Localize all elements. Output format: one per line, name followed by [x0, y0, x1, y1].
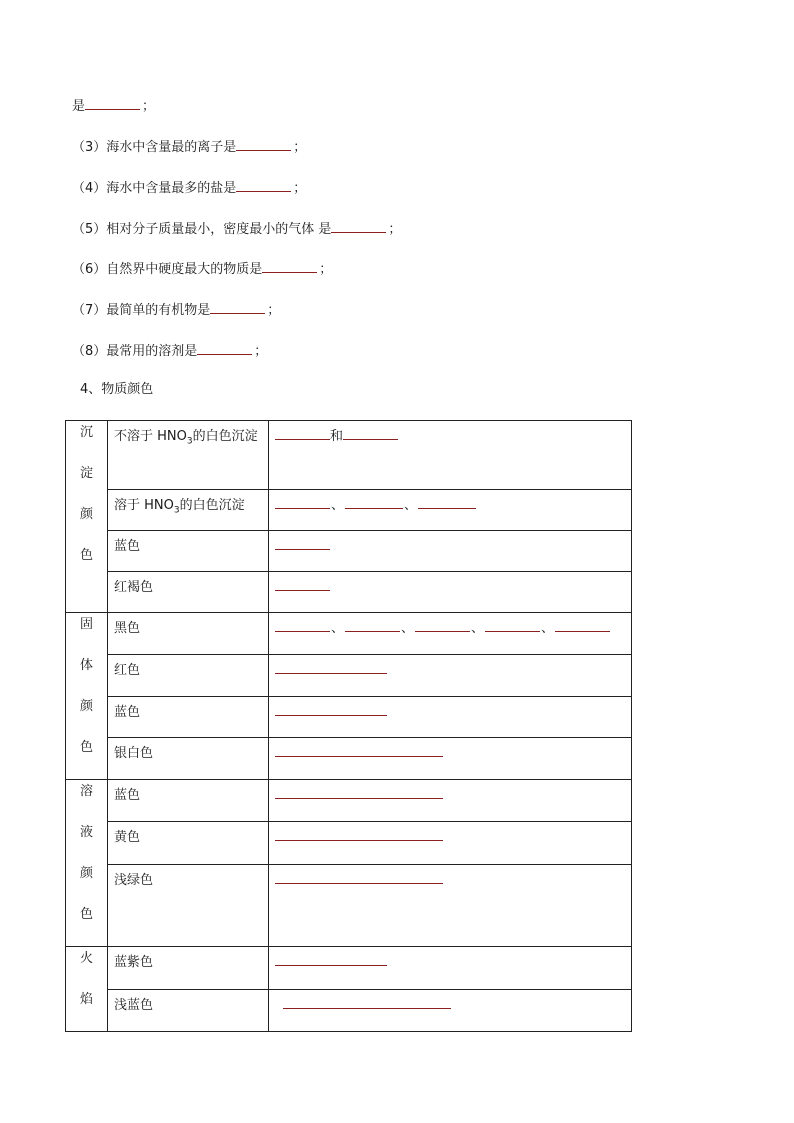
question-text: （7）最简单的有机物是	[72, 303, 211, 318]
table-row	[66, 572, 632, 613]
answer-blank[interactable]	[275, 826, 443, 841]
answer-cell	[269, 696, 632, 738]
answer-blank[interactable]	[275, 576, 330, 591]
separator: 、	[401, 621, 415, 636]
answer-cell	[269, 990, 632, 1032]
answer-blank[interactable]	[415, 617, 470, 632]
answer-blank[interactable]	[275, 951, 387, 966]
table-row	[66, 696, 632, 738]
question-text: （8）最常用的溶剂是	[72, 344, 198, 359]
row-label: 银白色	[108, 738, 269, 780]
question-line-8	[72, 340, 267, 360]
category-cell-precipitate	[66, 421, 108, 613]
separator: 、	[404, 498, 418, 513]
connector-text: 和	[330, 429, 344, 444]
separator: 、	[331, 621, 345, 636]
category-char: 沉	[79, 425, 93, 440]
answer-blank[interactable]	[275, 494, 330, 509]
table-row	[66, 822, 632, 864]
question-text: （6）自然界中硬度最大的物质是	[72, 262, 263, 277]
answer-blank[interactable]	[210, 299, 265, 314]
answer-cell	[269, 613, 632, 655]
answer-blank[interactable]	[345, 617, 400, 632]
punctuation: ；	[293, 140, 307, 155]
category-char: 颜	[79, 699, 93, 714]
separator: 、	[331, 498, 345, 513]
row-label: 黄色	[108, 822, 269, 864]
category-char: 溶	[79, 784, 93, 799]
question-text: （3）海水中含量最的离子是	[72, 140, 237, 155]
punctuation: ；	[267, 303, 281, 318]
question-text: （5）相对分子质量最小，密度最小的气体 是	[72, 222, 332, 237]
question-line-2-continued	[72, 95, 155, 115]
category-char: 焰	[79, 992, 93, 1007]
answer-blank[interactable]	[236, 177, 291, 192]
table-row	[66, 654, 632, 696]
answer-blank[interactable]	[555, 617, 610, 632]
table-row	[66, 490, 632, 531]
question-line-3	[72, 136, 306, 156]
question-line-4	[72, 177, 306, 197]
category-char: 色	[79, 548, 93, 563]
row-label: 蓝色	[108, 696, 269, 738]
answer-blank[interactable]	[418, 494, 476, 509]
category-cell-solid	[66, 613, 108, 780]
row-label: 蓝色	[108, 531, 269, 572]
answer-blank[interactable]	[236, 136, 291, 151]
row-label: 浅蓝色	[108, 990, 269, 1032]
answer-blank[interactable]	[275, 742, 443, 757]
substance-color-table	[65, 420, 632, 1032]
row-label: 不溶于 $HNO_3$的白色沉淀	[108, 421, 269, 490]
category-cell-flame	[66, 947, 108, 1032]
row-label: 红褐色	[108, 572, 269, 613]
answer-cell	[269, 738, 632, 780]
category-cell-solution	[66, 780, 108, 947]
answer-cell	[269, 572, 632, 613]
row-label: 溶于 $HNO_3$的白色沉淀	[108, 490, 269, 531]
table-row	[66, 780, 632, 822]
punctuation: ；	[254, 344, 268, 359]
table-row	[66, 990, 632, 1032]
category-char: 色	[79, 740, 93, 755]
category-char: 体	[79, 658, 93, 673]
section-title: 4、物质颜色	[80, 382, 154, 397]
separator: 、	[541, 621, 555, 636]
answer-blank[interactable]	[343, 425, 398, 440]
answer-cell	[269, 864, 632, 947]
answer-cell	[269, 822, 632, 864]
question-line-7	[72, 299, 280, 319]
row-label: 红色	[108, 654, 269, 696]
answer-blank[interactable]	[275, 617, 330, 632]
category-char: 固	[79, 617, 93, 632]
row-label: 浅绿色	[108, 864, 269, 947]
answer-cell	[269, 490, 632, 531]
category-char: 淀	[79, 466, 93, 481]
answer-cell	[269, 947, 632, 990]
answer-blank[interactable]	[275, 425, 330, 440]
separator: 、	[471, 621, 485, 636]
row-label: 黑色	[108, 613, 269, 655]
question-line-5	[72, 218, 401, 238]
answer-blank[interactable]	[262, 258, 317, 273]
table-row	[66, 613, 632, 655]
row-label: 蓝色	[108, 780, 269, 822]
punctuation: ；	[293, 181, 307, 196]
category-char: 颜	[79, 866, 93, 881]
answer-blank[interactable]	[331, 218, 386, 233]
answer-cell	[269, 654, 632, 696]
table-row	[66, 947, 632, 990]
answer-blank[interactable]	[275, 869, 443, 884]
punctuation: ；	[142, 99, 156, 114]
answer-blank[interactable]	[275, 701, 387, 716]
answer-cell	[269, 421, 632, 490]
answer-blank[interactable]	[485, 617, 540, 632]
table-row	[66, 864, 632, 947]
table-row	[66, 738, 632, 780]
table-row	[66, 421, 632, 490]
category-char: 颜	[79, 507, 93, 522]
answer-blank[interactable]	[275, 784, 443, 799]
answer-blank[interactable]	[345, 494, 403, 509]
punctuation: ；	[388, 222, 402, 237]
answer-cell	[269, 780, 632, 822]
answer-blank[interactable]	[275, 659, 387, 674]
answer-cell	[269, 531, 632, 572]
row-label: 蓝紫色	[108, 947, 269, 990]
category-char: 液	[79, 825, 93, 840]
category-char: 火	[79, 951, 93, 966]
punctuation: ；	[319, 262, 333, 277]
question-text: （4）海水中含量最多的盐是	[72, 181, 237, 196]
table-row	[66, 531, 632, 572]
answer-blank[interactable]	[275, 535, 330, 550]
question-line-6	[72, 258, 332, 278]
category-char: 色	[79, 907, 93, 922]
answer-blank[interactable]	[197, 340, 252, 355]
question-text: 是	[72, 99, 86, 114]
answer-blank[interactable]	[85, 95, 140, 110]
answer-blank[interactable]	[283, 994, 451, 1009]
